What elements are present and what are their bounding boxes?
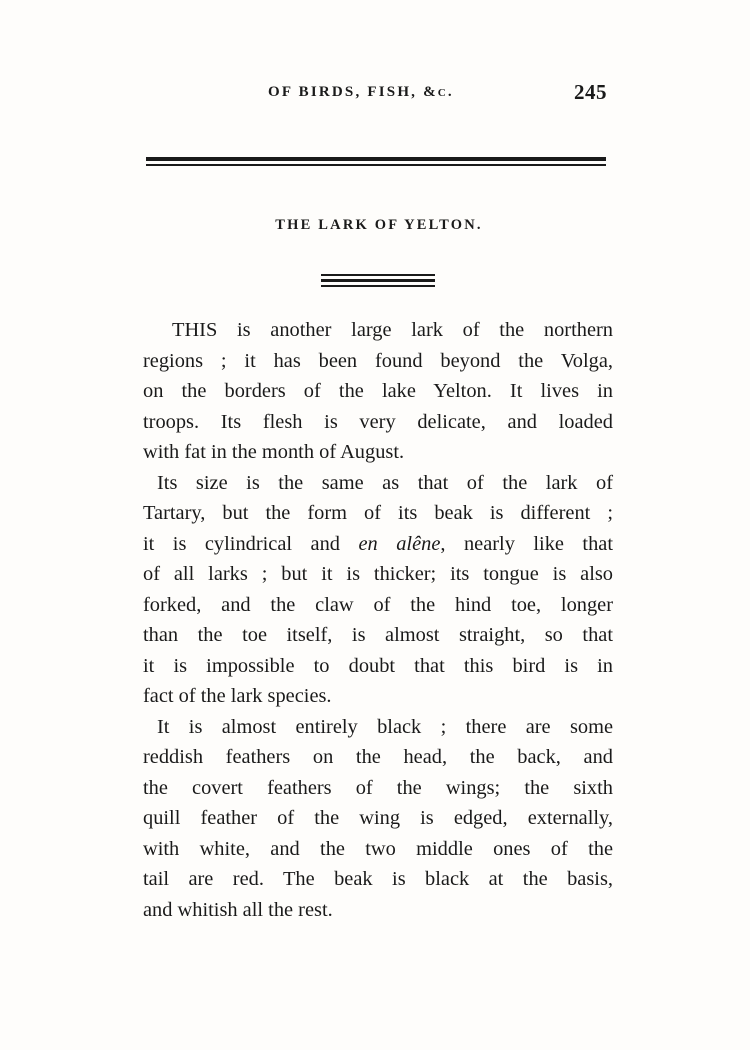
- running-head: OF BIRDS, FISH, &c.: [268, 84, 454, 100]
- section-title: THE LARK OF YELTON.: [275, 217, 483, 233]
- page-number: 245: [574, 80, 607, 104]
- italic-phrase: en alêne: [358, 532, 441, 555]
- paragraph-2-line-2: Tartary, but the form of its beak is different ;: [143, 502, 613, 524]
- paragraph-1-line-5: with fat in the month of August.: [143, 441, 405, 463]
- paragraph-2-line-3-start: it is cylindrical and: [143, 532, 340, 555]
- body-text: [143, 315, 613, 925]
- paragraph-2-line-7: it is impossible to doubt that this bird is in: [143, 654, 613, 677]
- paragraph-3-line-6: tail are red. The beak is black at the basis,: [143, 868, 613, 890]
- paragraph-3-line-2: reddish feathers on the head, the back, and: [143, 746, 613, 768]
- paragraph-2-line-3: [143, 529, 613, 560]
- title-rule-middle: [321, 279, 435, 282]
- paragraph-3-line-5: with white, and the two middle ones of the: [143, 837, 613, 860]
- paragraph-3-line-4: quill feather of the wing is edged, externally,: [143, 807, 613, 829]
- paragraph-1-line-4: troops. Its flesh is very delicate, and loaded: [143, 410, 613, 433]
- paragraph-2-line-3-end: , nearly like that: [440, 532, 614, 555]
- paragraph-2-line-1: Its size is the same as that of the lark of: [157, 471, 613, 494]
- title-rule-top: [321, 274, 435, 276]
- paragraph-3-line-3: the covert feathers of the wings; the sixth: [143, 776, 613, 799]
- paragraph-3-line-1: It is almost entirely black ; there are some: [157, 715, 613, 738]
- header-rule-thick: [146, 157, 606, 161]
- paragraph-1-line-1: THIS is another large lark of the northern: [172, 319, 613, 341]
- paragraph-2-line-4: of all larks ; but it is thicker; its tongue is also: [143, 563, 613, 585]
- title-rule-bottom: [321, 285, 435, 287]
- paragraph-2-line-8: fact of the lark species.: [143, 685, 332, 707]
- paragraph-2-line-5: forked, and the claw of the hind toe, longer: [143, 593, 613, 616]
- header-rule-thin: [146, 164, 606, 166]
- paragraph-1-line-2: regions ; it has been found beyond the Volga,: [143, 349, 613, 372]
- paragraph-1-line-3: on the borders of the lake Yelton. It lives in: [143, 380, 613, 402]
- paragraph-3-line-7: and whitish all the rest.: [143, 898, 333, 921]
- paragraph-2-line-6: than the toe itself, is almost straight, so that: [143, 624, 613, 646]
